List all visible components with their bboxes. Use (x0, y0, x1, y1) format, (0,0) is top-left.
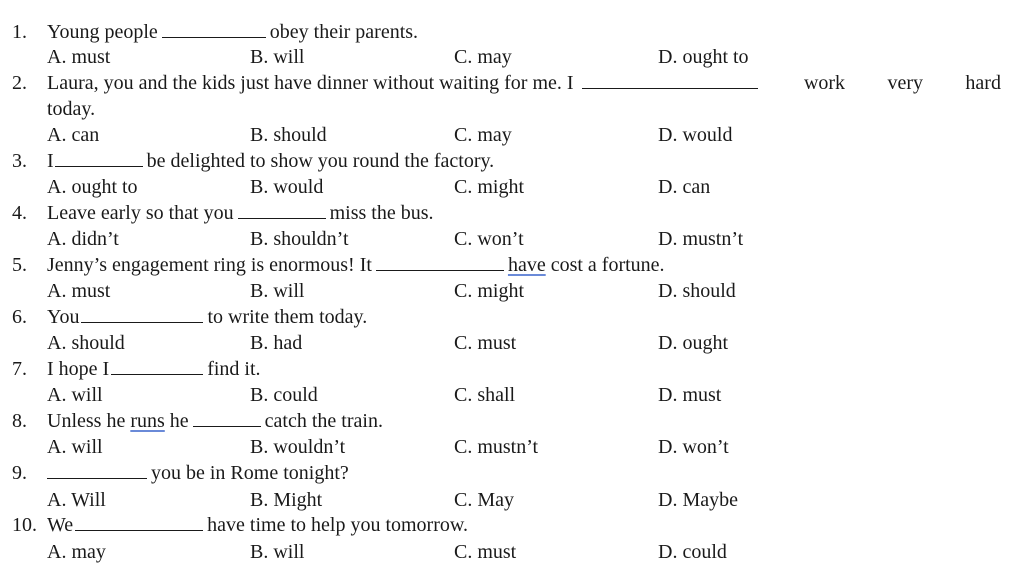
option-d[interactable]: D. could (658, 541, 727, 563)
question-text-before: Young people (47, 21, 158, 43)
question-text-before: We (47, 514, 74, 536)
option-a[interactable]: A. may (47, 541, 106, 563)
question-text-after: catch the train. (264, 410, 383, 432)
question-text (47, 356, 261, 382)
question-3 (0, 148, 1024, 174)
question-text (47, 304, 367, 330)
option-c[interactable]: C. may (454, 46, 512, 68)
question-text-before: I hope I (47, 358, 110, 380)
option-b[interactable]: B. Might (250, 489, 323, 511)
answer-blank[interactable] (47, 460, 147, 479)
question-number: 10. (12, 514, 37, 536)
answer-blank[interactable] (238, 200, 326, 219)
option-c[interactable]: C. must (454, 332, 517, 354)
option-a[interactable]: A. Will (47, 489, 106, 511)
option-a[interactable]: A. can (47, 124, 100, 146)
options-4 (0, 226, 1024, 252)
answer-blank[interactable] (162, 19, 266, 38)
question-text (47, 512, 468, 538)
question-number: 7. (12, 358, 27, 380)
option-b[interactable]: B. had (250, 332, 303, 354)
option-a[interactable]: A. ought to (47, 176, 138, 198)
question-text (47, 252, 665, 278)
option-c[interactable]: C. might (454, 176, 525, 198)
question-text (47, 460, 349, 486)
spellcheck-marked-word: have (507, 254, 546, 276)
option-c[interactable]: C. May (454, 489, 514, 511)
option-a[interactable]: A. must (47, 46, 111, 68)
option-b[interactable]: B. will (250, 46, 305, 68)
question-2 (0, 70, 1024, 96)
answer-blank[interactable] (75, 512, 203, 531)
answer-blank[interactable] (193, 408, 261, 427)
question-text-before: Unless he (47, 410, 126, 432)
option-a[interactable]: A. will (47, 436, 103, 458)
options-2 (0, 122, 1024, 148)
option-d[interactable]: D. ought to (658, 46, 749, 68)
option-d[interactable]: D. would (658, 124, 733, 146)
question-text-before: You (47, 306, 80, 328)
question-text-after: miss the bus. (329, 202, 434, 224)
question-text-before: Jenny’s engagement ring is enormous! It (47, 254, 372, 276)
options-6 (0, 330, 1024, 356)
question-number: 2. (12, 72, 27, 94)
option-a[interactable]: A. didn’t (47, 228, 119, 250)
answer-blank[interactable] (81, 304, 203, 323)
option-c[interactable]: C. might (454, 280, 525, 302)
question-number: 4. (12, 202, 27, 224)
option-c[interactable]: C. must (454, 541, 517, 563)
question-number: 6. (12, 306, 27, 328)
option-b[interactable]: B. wouldn’t (250, 436, 346, 458)
question-9 (0, 460, 1024, 486)
question-text (47, 19, 418, 45)
option-c[interactable]: C. won’t (454, 228, 524, 250)
option-d[interactable]: D. must (658, 384, 722, 406)
question-text (47, 148, 494, 174)
question-text-after: have time to help you tomorrow. (207, 514, 469, 536)
question-text-before: Leave early so that you (47, 202, 234, 224)
question-word: work (803, 72, 846, 94)
option-d[interactable]: D. can (658, 176, 711, 198)
question-8 (0, 408, 1024, 434)
question-text (47, 70, 1001, 96)
answer-blank[interactable] (582, 70, 758, 89)
option-d[interactable]: D. should (658, 280, 736, 302)
option-c[interactable]: C. shall (454, 384, 516, 406)
question-4 (0, 200, 1024, 226)
question-text (47, 408, 383, 434)
options-1 (0, 44, 1024, 70)
answer-blank[interactable] (376, 252, 504, 271)
options-3 (0, 174, 1024, 200)
question-text-after: to write them today. (207, 306, 368, 328)
question-word: hard (965, 72, 1001, 94)
question-7 (0, 356, 1024, 382)
option-a[interactable]: A. must (47, 280, 111, 302)
option-b[interactable]: B. would (250, 176, 324, 198)
question-6 (0, 304, 1024, 330)
question-text-after: cost a fortune. (550, 254, 665, 276)
option-c[interactable]: C. may (454, 124, 512, 146)
option-a[interactable]: A. will (47, 384, 103, 406)
answer-blank[interactable] (111, 356, 203, 375)
options-7 (0, 382, 1024, 408)
option-d[interactable]: D. won’t (658, 436, 729, 458)
option-b[interactable]: B. shouldn’t (250, 228, 349, 250)
question-10 (0, 512, 1024, 538)
question-text-segment: Laura, you and the kids just have dinner without waiting for me. I (47, 72, 574, 94)
options-8 (0, 434, 1024, 460)
question-text-after: you be in Rome tonight? (151, 462, 349, 484)
question-text-after: find it. (207, 358, 261, 380)
option-b[interactable]: B. could (250, 384, 318, 406)
question-5 (0, 252, 1024, 278)
option-b[interactable]: B. will (250, 541, 305, 563)
question-number: 3. (12, 150, 27, 172)
option-b[interactable]: B. should (250, 124, 327, 146)
answer-blank[interactable] (55, 148, 143, 167)
question-word: very (887, 72, 924, 94)
option-a[interactable]: A. should (47, 332, 125, 354)
option-d[interactable]: D. mustn’t (658, 228, 744, 250)
question-text-before-post: he (169, 410, 189, 432)
options-10 (0, 539, 1024, 565)
question-text-before (47, 70, 762, 96)
question-text-before: I (47, 150, 54, 172)
question-text-after: obey their parents. (269, 21, 419, 43)
question-number: 1. (12, 21, 27, 43)
question-text-after: be delighted to show you round the factory. (146, 150, 495, 172)
question-number: 8. (12, 410, 27, 432)
option-d[interactable]: D. ought (658, 332, 728, 354)
spellcheck-marked-word: runs (130, 410, 165, 432)
question-number: 5. (12, 254, 27, 276)
options-9 (0, 487, 1024, 513)
option-c[interactable]: C. mustn’t (454, 436, 539, 458)
question-text (47, 200, 434, 226)
option-d[interactable]: D. Maybe (658, 489, 738, 511)
options-5 (0, 278, 1024, 304)
question-number: 9. (12, 462, 27, 484)
question-1 (0, 19, 1024, 45)
question-2-continued (0, 96, 1024, 122)
question-text-continued: today. (47, 98, 96, 120)
option-b[interactable]: B. will (250, 280, 305, 302)
